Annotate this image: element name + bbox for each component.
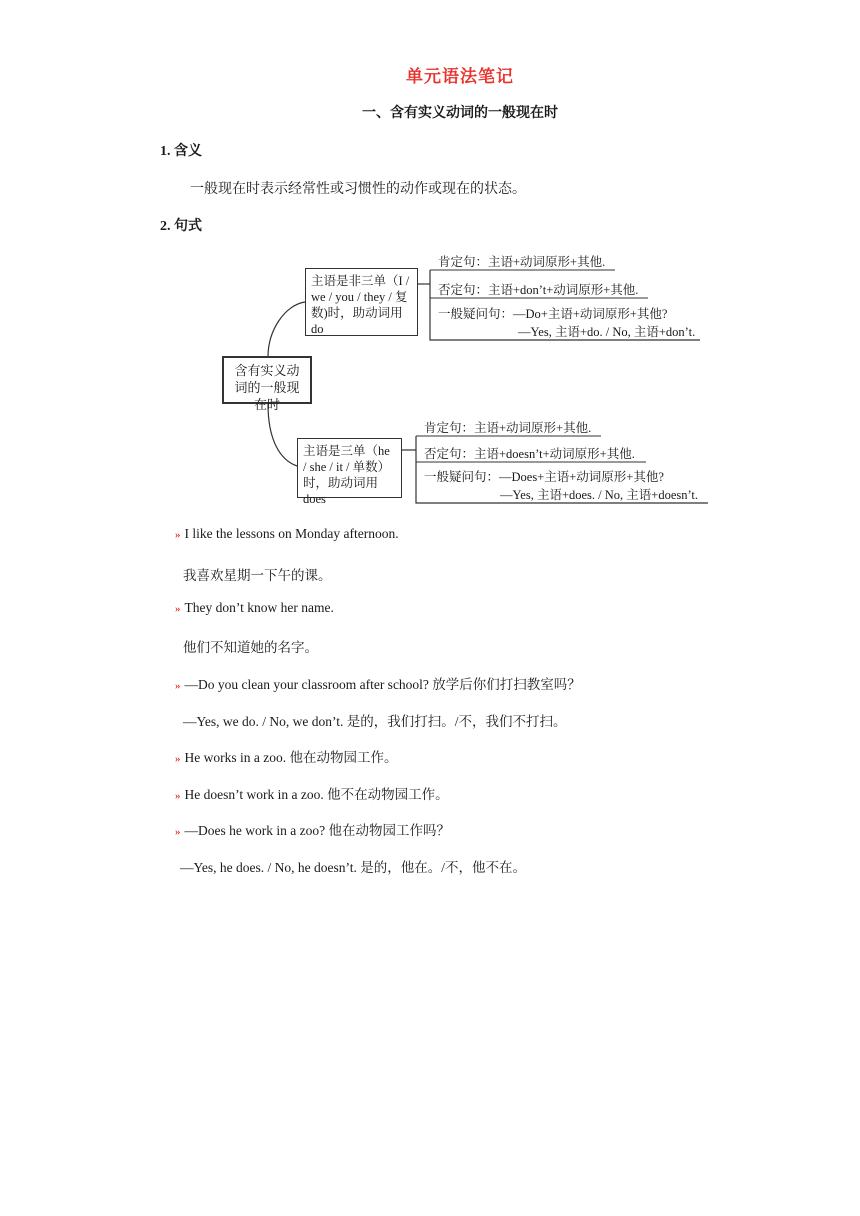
example-1-zh: 我喜欢星期一下午的课。 (183, 568, 332, 583)
example-2-zh: 他们不知道她的名字。 (183, 640, 318, 655)
example-5-text: He doesn’t work in a zoo. 他不在动物园工作。 (184, 787, 449, 802)
heading-sentence-pattern: 2. 句式 (160, 219, 202, 234)
bottom-negative: 否定句：主语+doesn’t+动词原形+其他. (424, 447, 635, 461)
example-5 (175, 783, 449, 803)
example-3-q: —Do you clean your classroom after school? 放学后你们打扫教室吗？ (184, 677, 581, 692)
example-4-text: He works in a zoo. 他在动物园工作。 (184, 750, 398, 765)
bottom-question: 一般疑问句：—Does+主语+动词原形+其他? (424, 470, 664, 484)
meaning-text: 一般现在时表示经常性或习惯性的动作或现在的状态。 (190, 182, 526, 197)
example-1-en: I like the lessons on Monday afternoon. (184, 526, 399, 541)
diagram-box-third-person: 主语是三单（he / she / it / 单数）时，助动词用does (297, 438, 402, 498)
top-answer: —Yes, 主语+do. / No, 主语+don’t. (518, 325, 696, 339)
example-1 (175, 526, 399, 542)
bullet-icon: » (175, 603, 181, 615)
example-2-en: They don’t know her name. (184, 600, 334, 615)
page-title: 单元语法笔记 (406, 67, 514, 86)
example-6-q: —Does he work in a zoo? 他在动物园工作吗？ (184, 823, 450, 838)
top-affirmative: 肯定句：主语+动词原形+其他. (438, 255, 606, 269)
section-title: 一、含有实义动词的一般现在时 (362, 106, 558, 121)
example-3 (175, 673, 581, 693)
example-4 (175, 746, 397, 766)
diagram-box-non-third-person: 主语是非三单（I / we / you / they / 复数)时，助动词用do (305, 268, 418, 336)
bottom-affirmative: 肯定句：主语+动词原形+其他. (424, 421, 592, 435)
top-negative: 否定句：主语+don’t+动词原形+其他. (438, 283, 639, 297)
example-6-a: —Yes, he does. / No, he doesn’t. 是的，他在。/不，他不在。 (180, 860, 526, 875)
bullet-icon: » (175, 753, 181, 765)
bullet-icon: » (175, 826, 181, 838)
example-3-a: —Yes, we do. / No, we don’t. 是的，我们打扫。/不，我们不打扫。 (183, 714, 567, 729)
example-2 (175, 600, 334, 616)
diagram-center-box: 含有实义动词的一般现在时 (222, 356, 312, 404)
bullet-icon: » (175, 790, 181, 802)
bottom-answer: —Yes, 主语+does. / No, 主语+doesn’t. (500, 488, 699, 502)
bullet-icon: » (175, 529, 181, 541)
top-question: 一般疑问句：—Do+主语+动词原形+其他? (438, 307, 668, 321)
bullet-icon: » (175, 680, 181, 692)
example-6 (175, 819, 450, 839)
heading-meaning: 1. 含义 (160, 144, 202, 159)
